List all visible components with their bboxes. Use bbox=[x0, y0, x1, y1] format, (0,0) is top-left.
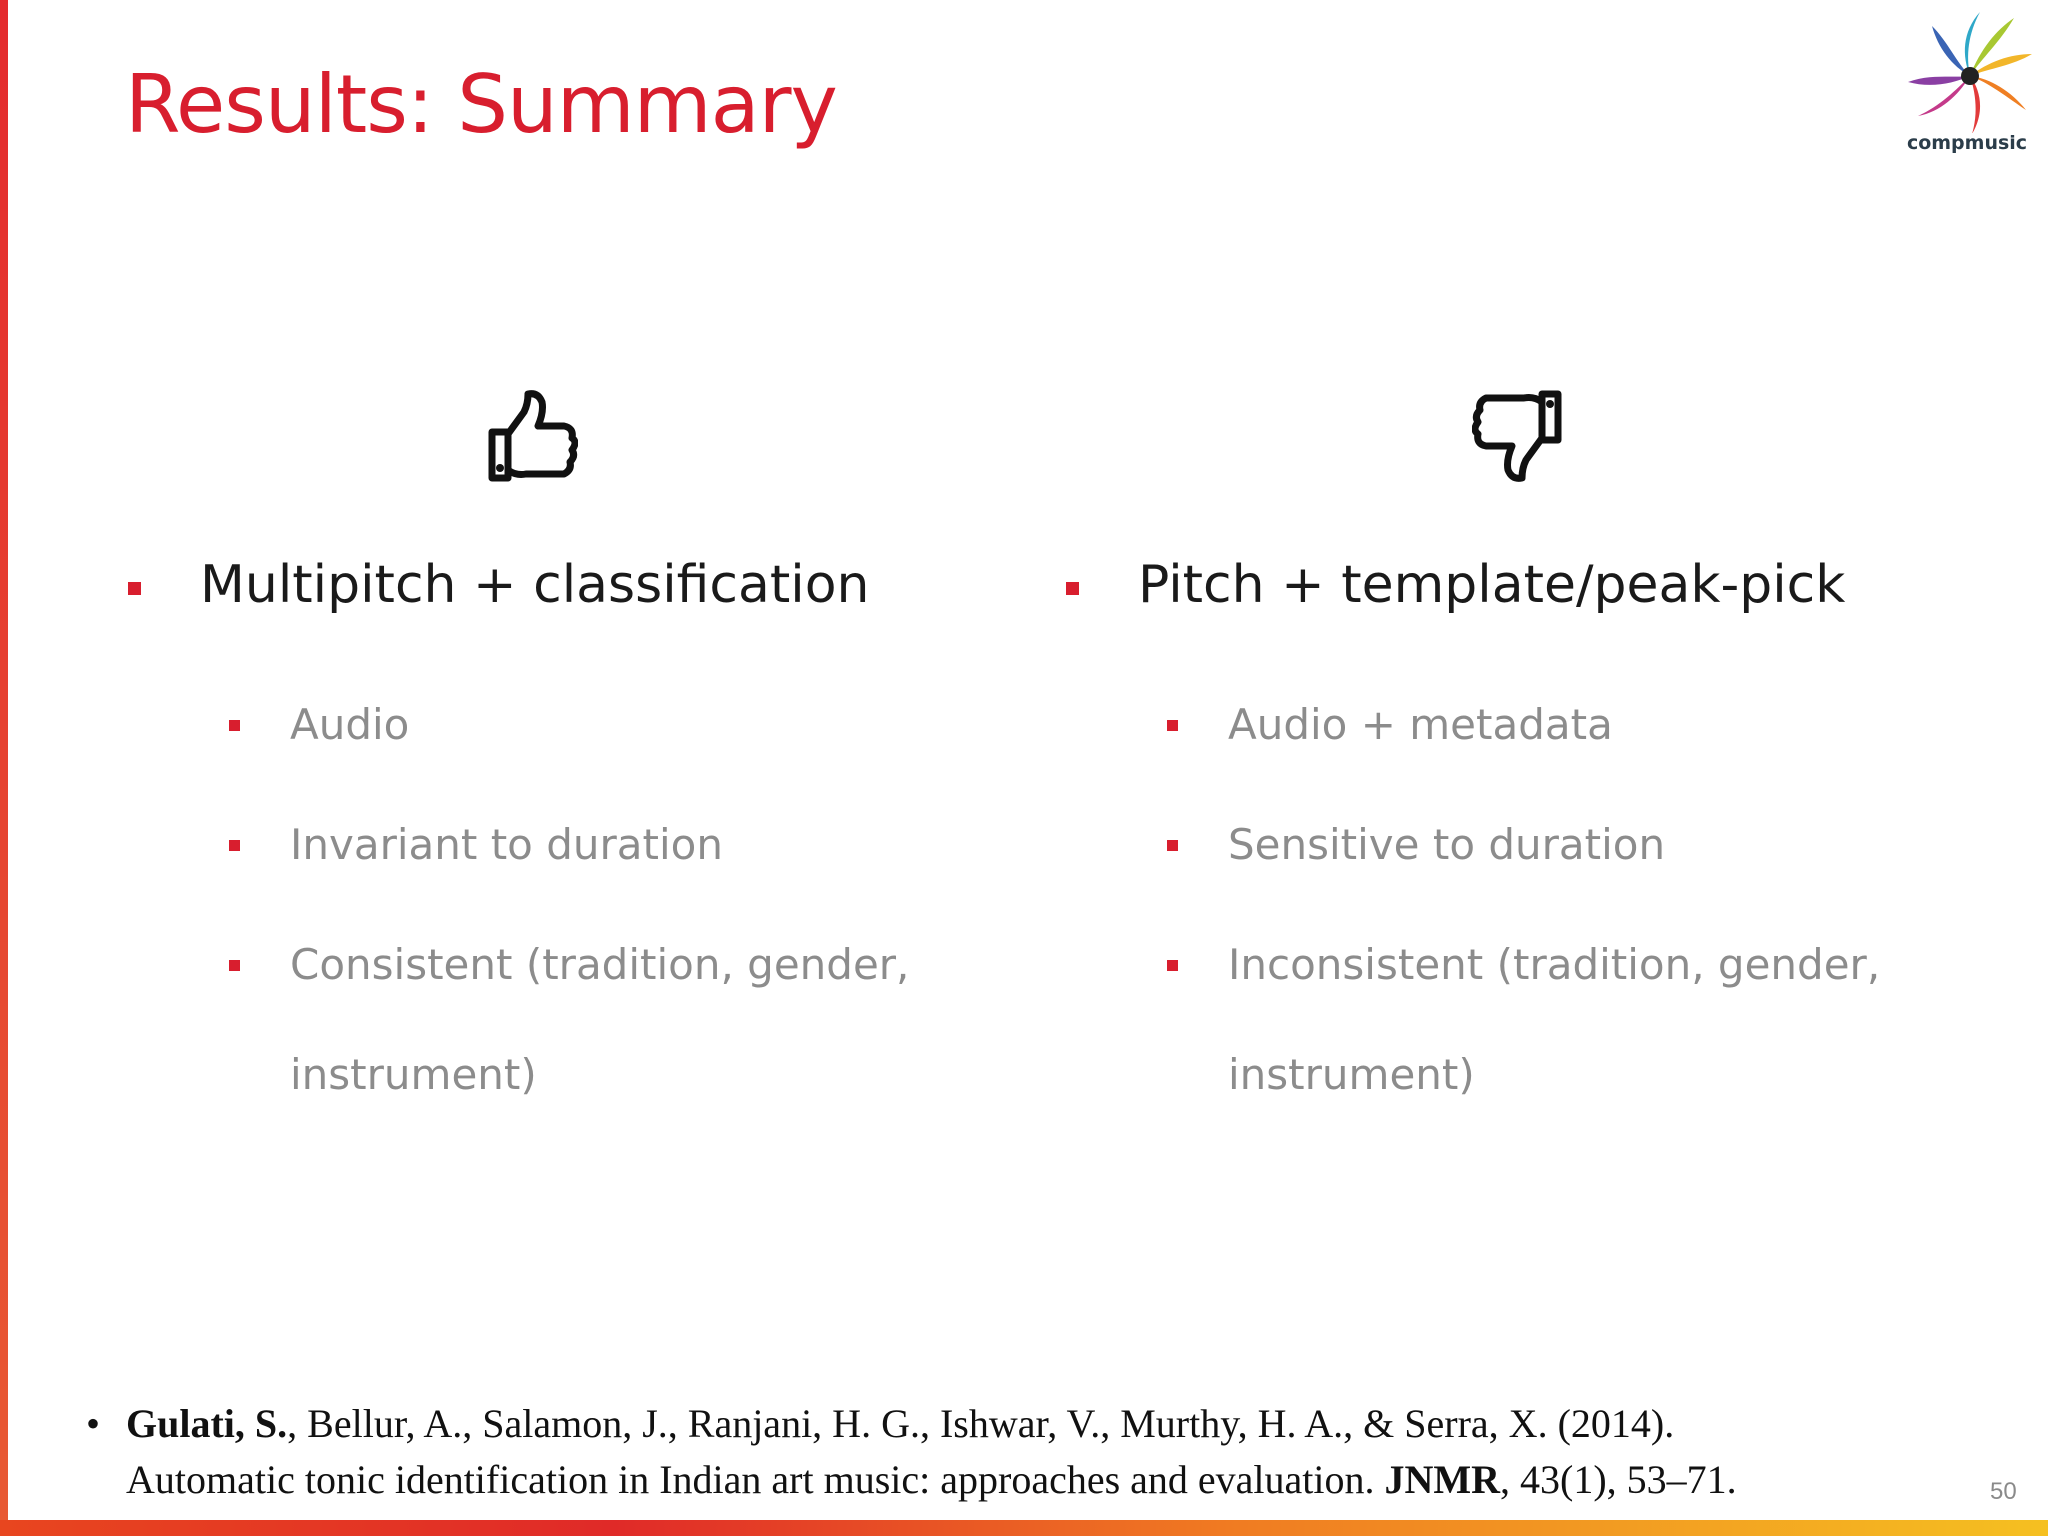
item-bullet bbox=[1167, 840, 1178, 851]
citation-bullet: • bbox=[86, 1401, 101, 1446]
logo-swirl-icon bbox=[1896, 8, 2038, 133]
citation-line-2 bbox=[126, 1452, 1737, 1508]
thumbs-up-icon bbox=[486, 390, 578, 482]
item-bullet bbox=[229, 960, 240, 971]
heading-bullet bbox=[128, 582, 141, 595]
citation-volume: , 43(1), 53–71. bbox=[1500, 1457, 1737, 1502]
slide-title: Results: Summary bbox=[125, 58, 837, 151]
list-item-text: Audio bbox=[290, 700, 410, 749]
compmusic-logo bbox=[1896, 8, 2038, 158]
item-bullet bbox=[1167, 720, 1178, 731]
thumbs-down-icon bbox=[1472, 390, 1564, 482]
bottom-color-band bbox=[0, 1520, 2048, 1536]
citation-journal: JNMR bbox=[1384, 1457, 1501, 1502]
list-item-text-continued: instrument) bbox=[1228, 1050, 1475, 1099]
citation-title: Automatic tonic identification in Indian art music: approaches and evaluation. bbox=[126, 1457, 1385, 1502]
heading-bullet bbox=[1066, 582, 1079, 595]
item-bullet bbox=[229, 840, 240, 851]
list-item-text: Consistent (tradition, gender, bbox=[290, 940, 910, 989]
left-accent-rule bbox=[0, 0, 8, 1536]
citation-author: Gulati, S. bbox=[126, 1401, 288, 1446]
list-item-text-continued: instrument) bbox=[290, 1050, 537, 1099]
list-item-text: Inconsistent (tradition, gender, bbox=[1228, 940, 1881, 989]
logo-wordmark: compmusic bbox=[1906, 132, 2028, 154]
item-bullet bbox=[229, 720, 240, 731]
pros-heading: Multipitch + classification bbox=[200, 555, 870, 615]
list-item-text: Sensitive to duration bbox=[1228, 820, 1666, 869]
citation-line-1 bbox=[126, 1396, 1674, 1452]
item-bullet bbox=[1167, 960, 1178, 971]
list-item-text: Invariant to duration bbox=[290, 820, 723, 869]
page-number: 50 bbox=[1990, 1478, 2017, 1505]
cons-heading: Pitch + template/peak-pick bbox=[1138, 555, 1846, 615]
citation-authors-rest: , Bellur, A., Salamon, J., Ranjani, H. G., Ishwar, V., Murthy, H. A., & Serra, X. (2014). bbox=[287, 1401, 1675, 1446]
list-item-text: Audio + metadata bbox=[1228, 700, 1613, 749]
